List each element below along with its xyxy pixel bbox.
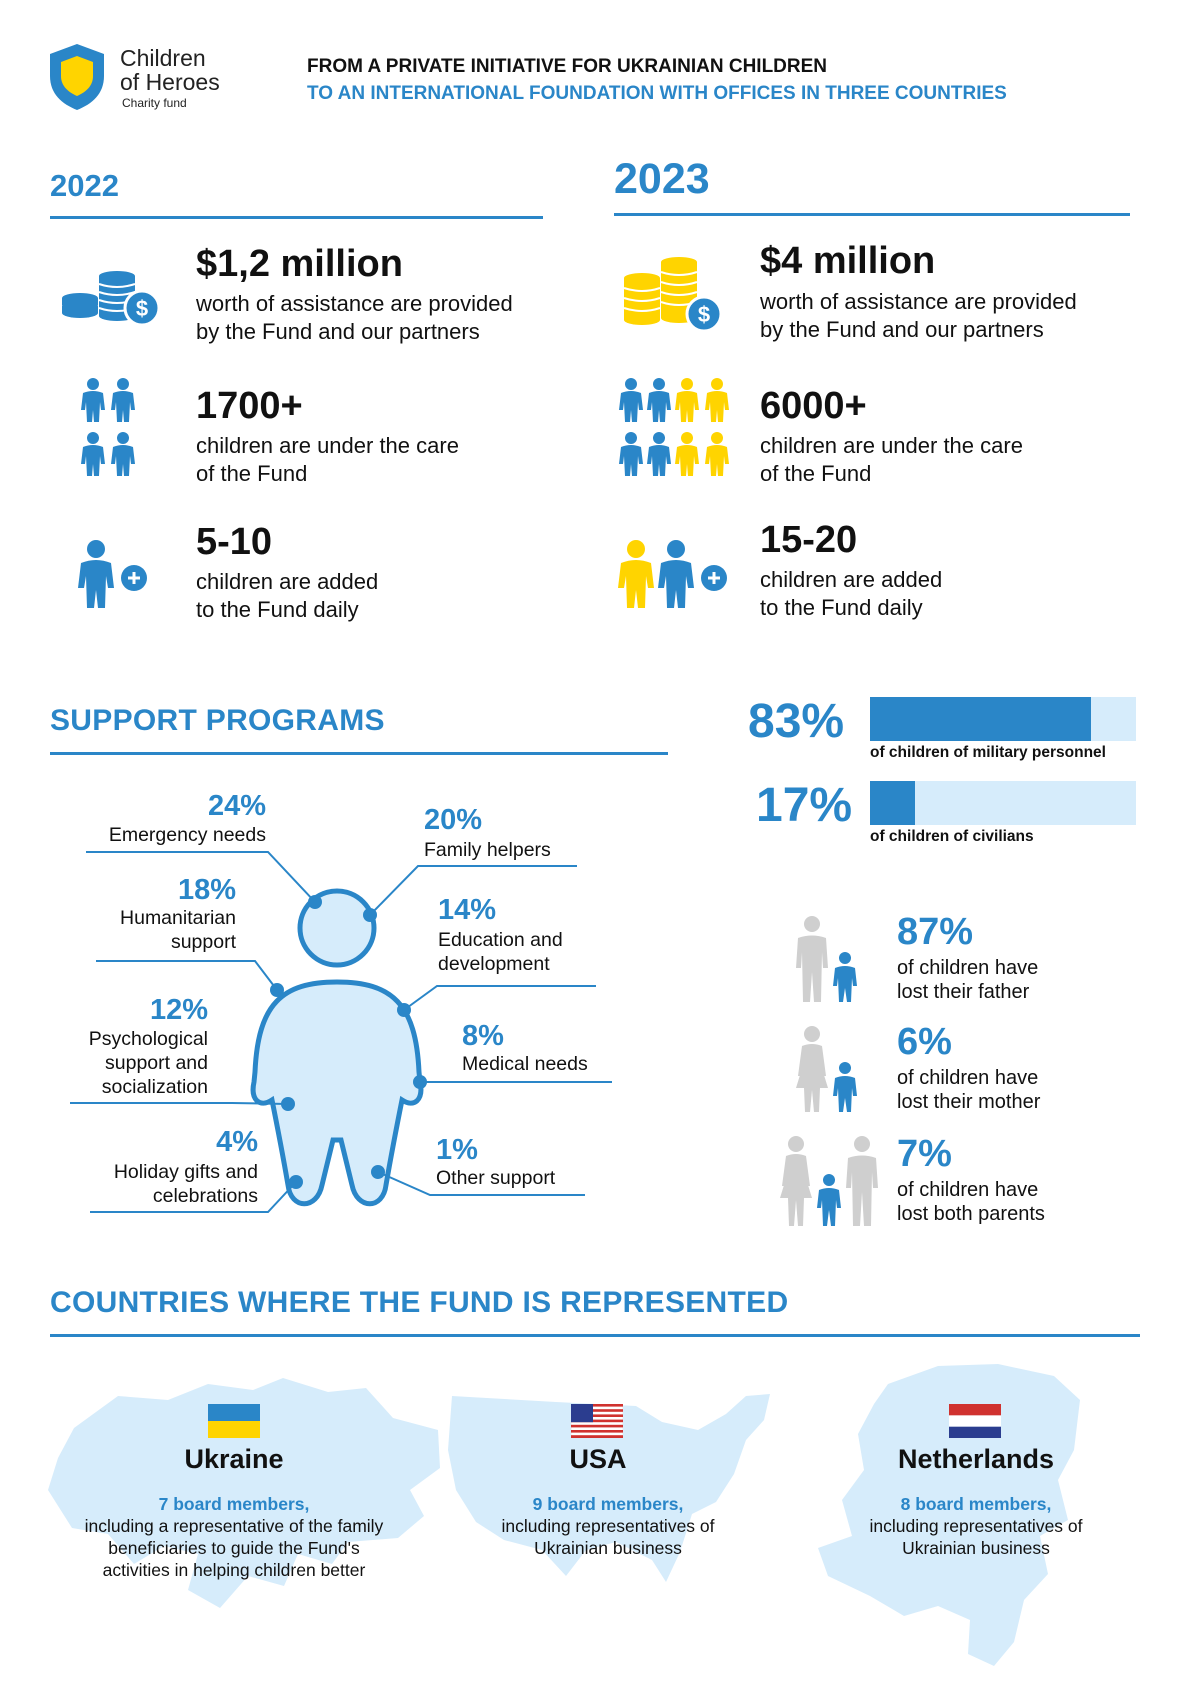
bar-military-track [870, 697, 1136, 741]
header-line1: FROM A PRIVATE INITIATIVE FOR UKRAINIAN CHILDREN [307, 56, 828, 77]
program-pct-psychological: 12% [149, 994, 208, 1026]
stat-2022-desc-assistance-2: by the Fund and our partners [196, 319, 480, 344]
program-label-holiday-1: Holiday gifts and [113, 1161, 258, 1183]
stat-2022-desc-children-2: of the Fund [196, 461, 308, 486]
country-desc-usa-1: including representatives of [501, 1516, 715, 1536]
year-2022-label: 2022 [50, 168, 119, 203]
program-label-psychological-2: support and [105, 1052, 208, 1074]
stat-2022-value-daily: 5-10 [196, 521, 273, 563]
country-name-ukraine: Ukraine [184, 1444, 284, 1474]
program-label-holiday-2: celebrations [152, 1185, 258, 1207]
stat-2022-desc-daily-1: children are added [196, 569, 379, 594]
program-pct-education: 14% [438, 894, 497, 926]
support-programs-title: SUPPORT PROGRAMS [50, 704, 385, 737]
bar-civilians-pct: 17% [756, 779, 853, 832]
orphan-desc-mother-2: lost their mother [897, 1091, 1041, 1113]
usa-flag-icon [571, 1404, 623, 1438]
country-desc-netherlands-2: Ukrainian business [902, 1538, 1050, 1558]
svg-text:$: $ [697, 302, 711, 327]
stat-2022-value-assistance: $1,2 million [196, 243, 403, 285]
bar-civilians [748, 778, 1140, 868]
orphan-pct-mother: 6% [897, 1021, 952, 1063]
stat-2022-desc-daily-2: to the Fund daily [196, 597, 359, 622]
divider-countries [50, 1334, 1140, 1337]
country-desc-ukraine-1: including a representative of the family [84, 1516, 384, 1536]
netherlands-flag-icon [949, 1404, 1001, 1438]
program-pct-humanitarian: 18% [177, 874, 236, 906]
orphan-desc-mother-1: of children have [897, 1067, 1039, 1089]
bar-civilians-label: of children of civilians [870, 828, 1034, 845]
country-desc-netherlands-1: including representatives of [869, 1516, 1083, 1536]
country-members-ukraine: 7 board members, [158, 1494, 310, 1514]
countries-title: COUNTRIES WHERE THE FUND IS REPRESENTED [50, 1286, 789, 1319]
country-members-usa: 9 board members, [532, 1494, 684, 1514]
country-desc-usa-2: Ukrainian business [534, 1538, 682, 1558]
stat-2023-desc-children-2: of the Fund [760, 461, 872, 486]
bar-military-pct: 83% [748, 695, 845, 748]
bar-military-fill [870, 697, 1091, 741]
orphan-desc-father-2: lost their father [897, 981, 1030, 1003]
program-label-humanitarian-2: support [170, 931, 236, 953]
country-members-netherlands: 8 board members, [900, 1494, 1052, 1514]
stat-2023-desc-children-1: children are under the care [760, 433, 1023, 458]
header-line2: TO AN INTERNATIONAL FOUNDATION WITH OFFICES IN THREE COUNTRIES [307, 83, 1007, 104]
stat-2022-desc-children-1: children are under the care [196, 433, 459, 458]
program-pct-other: 1% [436, 1134, 478, 1166]
year-2023-label: 2023 [614, 155, 710, 203]
logo-subtitle: Charity fund [122, 96, 187, 110]
stat-2023-value-assistance: $4 million [760, 240, 936, 282]
bar-military [748, 694, 1140, 784]
program-label-humanitarian-1: Humanitarian [120, 907, 236, 929]
stat-2023-desc-daily-1: children are added [760, 567, 943, 592]
program-pct-emergency: 24% [207, 790, 266, 822]
country-name-usa: USA [569, 1444, 627, 1474]
stat-2023-value-daily: 15-20 [760, 519, 858, 561]
svg-text:$: $ [135, 296, 149, 321]
program-pct-holiday: 4% [216, 1126, 258, 1158]
bar-civilians-track [870, 781, 1136, 825]
program-label-education-2: development [438, 953, 550, 975]
program-label-psychological-3: socialization [101, 1076, 208, 1098]
program-label-medical: Medical needs [462, 1053, 588, 1075]
orphan-pct-father: 87% [897, 911, 974, 953]
logo-name-line1: Children [120, 45, 206, 71]
bar-military-label: of children of military personnel [870, 744, 1106, 761]
logo-name-line2: of Heroes [120, 69, 220, 95]
father-child-icon [792, 916, 862, 1004]
program-label-family: Family helpers [424, 839, 551, 861]
parents-child-icon [776, 1136, 882, 1228]
stat-2022-desc-assistance-1: worth of assistance are provided [196, 291, 513, 316]
stat-2023-desc-assistance-2: by the Fund and our partners [760, 317, 1044, 342]
orphan-desc-father-1: of children have [897, 957, 1039, 979]
orphan-pct-both: 7% [897, 1133, 952, 1175]
country-name-netherlands: Netherlands [897, 1444, 1055, 1474]
orphan-desc-both-1: of children have [897, 1179, 1039, 1201]
country-desc-ukraine-3: activities in helping children better [102, 1560, 366, 1580]
ukraine-flag-icon [208, 1404, 260, 1438]
mother-child-icon [792, 1026, 862, 1114]
program-label-emergency: Emergency needs [108, 824, 266, 846]
program-label-other: Other support [436, 1167, 556, 1189]
stat-2022-value-children: 1700+ [196, 385, 303, 427]
country-desc-ukraine-2: beneficiaries to guide the Fund's [108, 1538, 360, 1558]
orphan-desc-both-2: lost both parents [897, 1203, 1045, 1225]
stat-2023-value-children: 6000+ [760, 385, 867, 427]
stat-2023-desc-assistance-1: worth of assistance are provided [760, 289, 1077, 314]
bar-civilians-fill [870, 781, 915, 825]
program-label-education-1: Education and [438, 929, 563, 951]
program-pct-medical: 8% [462, 1020, 504, 1052]
program-pct-family: 20% [424, 804, 483, 836]
program-label-psychological-1: Psychological [88, 1028, 208, 1050]
stat-2023-desc-daily-2: to the Fund daily [760, 595, 923, 620]
